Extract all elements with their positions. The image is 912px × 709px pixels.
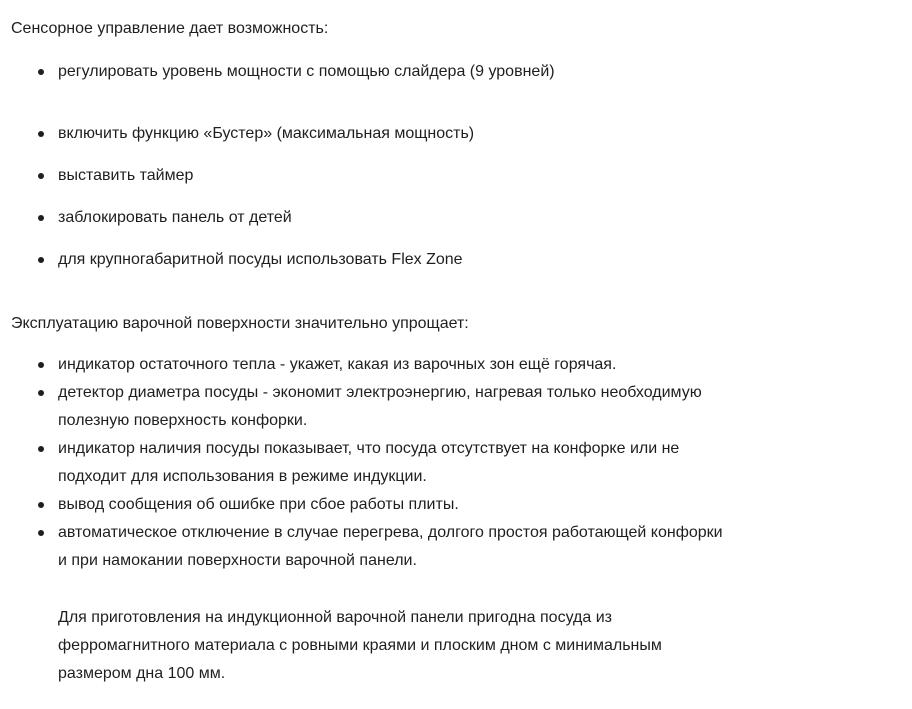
list-item: регулировать уровень мощности с помощью слайдера (9 уровней) [36, 58, 900, 86]
list-item [36, 519, 900, 575]
list-item [36, 351, 900, 379]
note-line: размером дна 100 мм. [58, 665, 226, 682]
list-item: включить функцию «Бустер» (максимальная мощность) [36, 120, 900, 148]
list-item-line: вывод сообщения об ошибке при сбое работы плиты. [58, 496, 459, 513]
cookware-note [58, 604, 858, 688]
intro-touch-control: Сенсорное управление дает возможность: [11, 20, 329, 37]
list-item-line: полезную поверхность конфорки. [58, 412, 308, 429]
list-item [36, 379, 900, 435]
list-item-line: подходит для использования в режиме индукции. [58, 468, 427, 485]
list-item [36, 435, 900, 491]
list-item: выставить таймер [36, 162, 900, 190]
list-item-line: детектор диаметра посуды - экономит электроэнергию, нагревая только необходимую [58, 384, 702, 401]
touch-control-features-list [36, 58, 900, 288]
list-item [36, 491, 900, 519]
list-item: для крупногабаритной посуды использовать Flex Zone [36, 246, 900, 274]
note-line: Для приготовления на индукционной варочной панели пригодна посуда из [58, 609, 612, 626]
intro-operation: Эксплуатацию варочной поверхности значительно упрощает: [11, 315, 469, 332]
list-item-line: индикатор наличия посуды показывает, что посуда отсутствует на конфорке или не [58, 440, 680, 457]
operation-features-list [36, 351, 900, 575]
list-item-line: индикатор остаточного тепла - укажет, какая из варочных зон ещё горячая. [58, 356, 617, 373]
list-item-line: и при намокании поверхности варочной панели. [58, 552, 417, 569]
list-item-line: автоматическое отключение в случае перегрева, долгого простоя работающей конфорки [58, 524, 723, 541]
list-item: заблокировать панель от детей [36, 204, 900, 232]
note-line: ферромагнитного материала с ровными краями и плоским дном с минимальным [58, 637, 662, 654]
